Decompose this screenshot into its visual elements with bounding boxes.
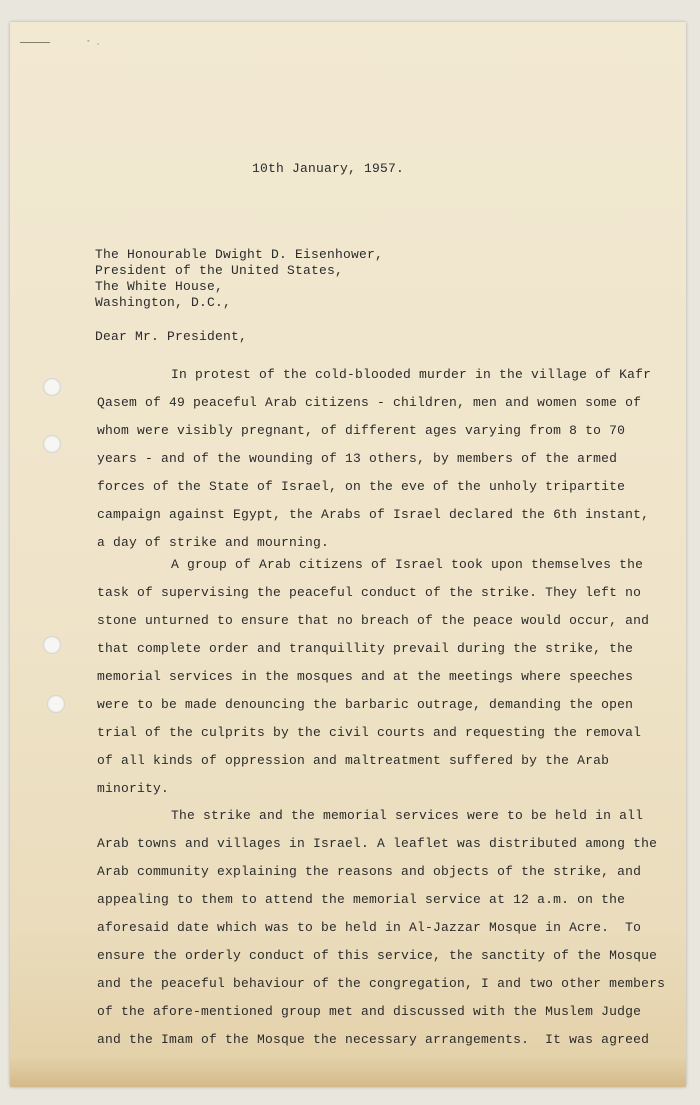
body-line: campaign against Egypt, the Arabs of Israel declared the 6th instant,	[97, 507, 650, 522]
body-line: appealing to them to attend the memorial service at 12 a.m. on the	[97, 892, 626, 907]
body-line: task of supervising the peaceful conduct of the strike. They left no	[97, 585, 642, 600]
address-line: Washington, D.C.,	[95, 295, 232, 310]
body-line: of all kinds of oppression and maltreatment suffered by the Arab	[97, 753, 610, 768]
body-line: trial of the culprits by the civil courts and requesting the removal	[97, 725, 642, 740]
body-line: memorial services in the mosques and at the meetings where speeches	[97, 669, 634, 684]
body-line: Arab towns and villages in Israel. A leaflet was distributed among the	[97, 836, 658, 851]
body-line: aforesaid date which was to be held in Al-Jazzar Mosque in Acre. To	[97, 920, 642, 935]
body-line: were to be made denouncing the barbaric outrage, demanding the open	[97, 697, 634, 712]
body-line: a day of strike and mourning.	[97, 535, 330, 550]
body-line: and the Imam of the Mosque the necessary arrangements. It was agreed	[97, 1032, 650, 1047]
letter-date: 10th January, 1957.	[252, 161, 405, 176]
body-line: forces of the State of Israel, on the eve of the unholy tripartite	[97, 479, 626, 494]
salutation: Dear Mr. President,	[95, 329, 248, 344]
body-line: ensure the orderly conduct of this service, the sanctity of the Mosque	[97, 948, 658, 963]
body-line: minority.	[97, 781, 170, 796]
body-line: whom were visibly pregnant, of different ages varying from 8 to 70	[97, 423, 626, 438]
body-line: In protest of the cold-blooded murder in the village of Kafr	[171, 367, 652, 382]
body-line: Arab community explaining the reasons and objects of the strike, and	[97, 864, 642, 879]
pencil-tick-icon: ˚ ·	[86, 40, 101, 49]
body-line: Qasem of 49 peaceful Arab citizens - children, men and women some of	[97, 395, 642, 410]
typed-letter	[10, 22, 686, 1087]
address-line: The Honourable Dwight D. Eisenhower,	[95, 247, 384, 262]
body-line: years - and of the wounding of 13 others, by members of the armed	[97, 451, 618, 466]
address-line: President of the United States,	[95, 263, 344, 278]
body-line: stone unturned to ensure that no breach of the peace would occur, and	[97, 613, 650, 628]
body-line: of the afore-mentioned group met and discussed with the Muslem Judge	[97, 1004, 642, 1019]
letter-page	[10, 22, 686, 1087]
body-line: that complete order and tranquillity prevail during the strike, the	[97, 641, 634, 656]
body-line: A group of Arab citizens of Israel took upon themselves the	[171, 557, 644, 572]
body-line: and the peaceful behaviour of the congregation, I and two other members	[97, 976, 666, 991]
body-line: The strike and the memorial services were to be held in all	[171, 808, 644, 823]
address-line: The White House,	[95, 279, 224, 294]
